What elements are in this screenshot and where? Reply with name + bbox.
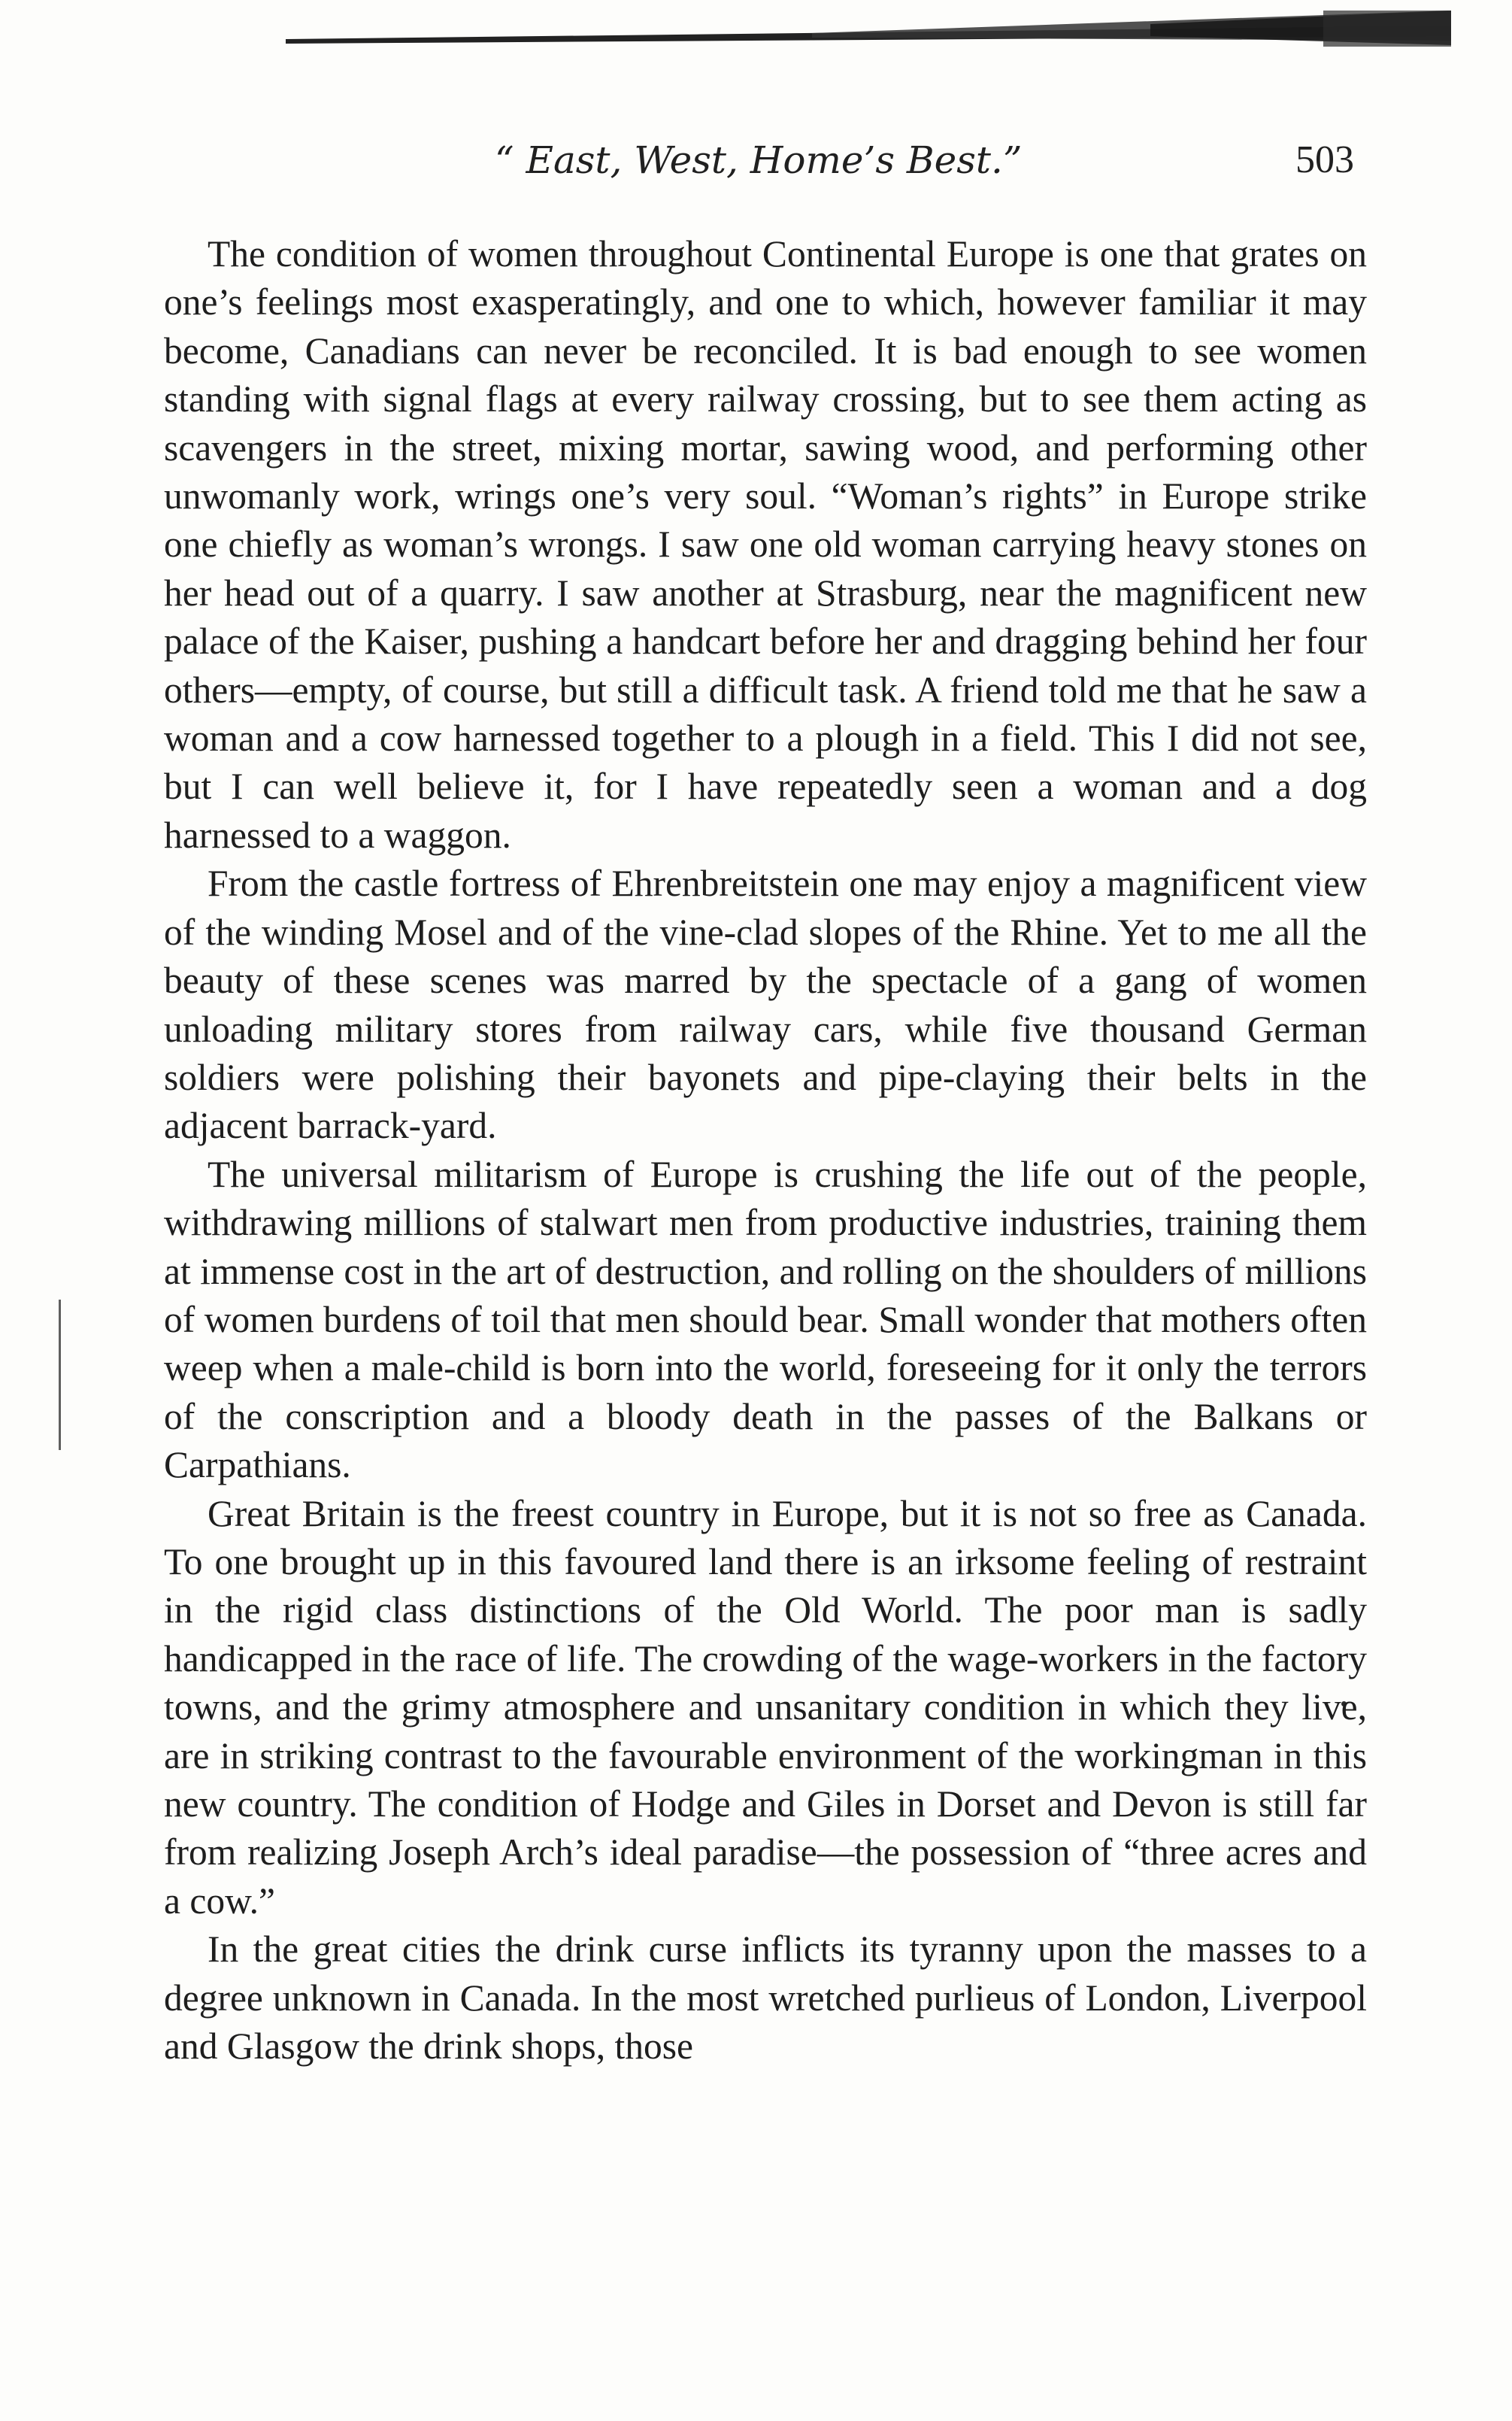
paragraph-drink-curse: In the great cities the drink curse inflicts its tyranny upon the masses to a degree unknown in Canada. In the most wretched purlieus of London, Liverpool and Glasgow the drink shops, those: [164, 1928, 1367, 2068]
running-header: [165, 134, 1354, 194]
paragraph-ehrenbreitstein: From the castle fortress of Ehrenbreitstein one may enjoy a magnificent view of the winding Mosel and of the vine-clad slopes of the Rhine. Yet to me all the beauty of these scenes was marred by the spectacle of a gang of women unloading military stores from railway cars, while five thousand German soldiers were polishing their bayonets and pipe-claying their belts in the adjacent barrack-yard.: [164, 863, 1367, 1147]
paragraph-women-of-europe: The condition of women throughout Continental Europe is one that grates on one’s feelings most exasperatingly, and one to which, however familiar it may become, Canadians can never be reconciled. It is bad enough to see women standing with signal flags at every railway crossing, but to see them acting as scavengers in the street, mixing mortar, sawing wood, and performing other unwomanly work, wrings one’s very soul. “Woman’s rights” in Europe strike one chiefly as woman’s wrongs. I saw one old woman carrying heavy stones on her head out of a quarry. I saw another at Strasburg, near the magnificent new palace of the Kaiser, pushing a handcart before her and dragging behind her four others—empty, of course, but still a difficult task. A friend told me that he saw a woman and a cow harnessed together to a plough in a field. This I did not see, but I can well believe it, for I have repeatedly seen a woman and a dog harnessed to a waggon.: [164, 233, 1367, 856]
body-text: [164, 230, 1367, 2071]
page-number: 503: [1295, 138, 1354, 181]
paragraph-militarism: The universal militarism of Europe is crushing the life out of the people, withdrawing millions of stalwart men from productive industries, training them at immense cost in the art of destruction, and rolling on the shoulders of millions of women burdens of toil that men should bear. Small wonder that mothers often weep when a male-child is born into the world, foreseeing for it only the terrors of the conscription and a bloody death in the passes of the Balkans or Carpathians.: [164, 1153, 1367, 1486]
paragraph-great-britain: Great Britain is the freest country in Europe, but it is not so free as Canada. To one brought up in this favoured land there is an irksome feeling of restraint in the rigid class distinctions of the Old World. The poor man is sadly handicapped in the race of life. The crowding of the wage-workers in the factory towns, and the grimy atmosphere and unsanitary condition in which they live, are in striking contrast to the favourable environment of the workingman in this new country. The condition of Hodge and Giles in Dorset and Devon is still far from realizing Joseph Arch’s ideal paradise—the possession of “three acres and a cow.”: [164, 1492, 1367, 1922]
running-title: “ East, West, Home’s Best.”: [495, 138, 1023, 182]
margin-mark-line: [59, 1300, 61, 1450]
scan-top-edge-rule: [286, 11, 1451, 50]
